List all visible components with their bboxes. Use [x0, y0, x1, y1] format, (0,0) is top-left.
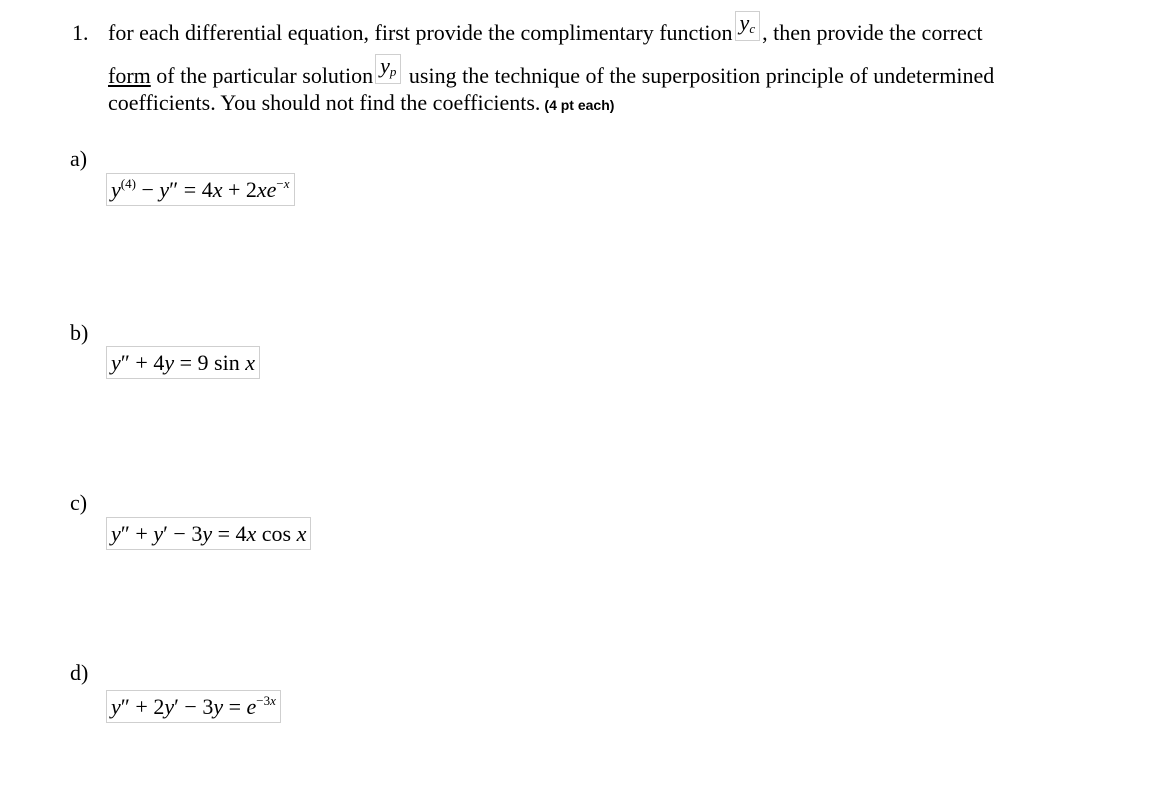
part-a-equation: $y^{(4)} - y'' = 4x + 2xe^{-x}$ [106, 173, 295, 206]
part-a-label: a) [70, 146, 88, 171]
yp-subscript: p [389, 64, 397, 79]
part-b-label: b) [70, 320, 89, 345]
question-line-3 [108, 90, 614, 116]
part-d-label: d) [70, 660, 89, 685]
yc-symbol: y [739, 10, 750, 35]
question-line-1 [108, 10, 983, 51]
yc-subscript: c [749, 21, 756, 36]
yp-equation-box [375, 54, 401, 84]
part-c-equation: y″ + y′ − 3y = 4x cos x [106, 517, 311, 550]
question-text-2: of the particular solution [150, 63, 374, 88]
question-text-3: coefficients. You should not find the coefficients. [108, 90, 541, 115]
question-text-1: for each differential equation, first provide the complimentary function [108, 20, 733, 45]
question-number: 1. [72, 20, 89, 45]
question-text-1-end: , then provide the correct [762, 20, 983, 45]
points-label: (4 pt each) [544, 97, 615, 113]
yc-equation-box [735, 11, 761, 41]
part-b-equation: y″ + 4y = 9 sin x [106, 346, 260, 379]
question-text-2-end: using the technique of the superposition principle of undetermined [403, 63, 995, 88]
yp-symbol: y [380, 53, 390, 78]
part-c-label: c) [70, 490, 88, 515]
form-underlined: form [108, 63, 151, 88]
part-d-equation: $y'' + 2y' - 3y = e^{-3x}$ [106, 690, 281, 723]
